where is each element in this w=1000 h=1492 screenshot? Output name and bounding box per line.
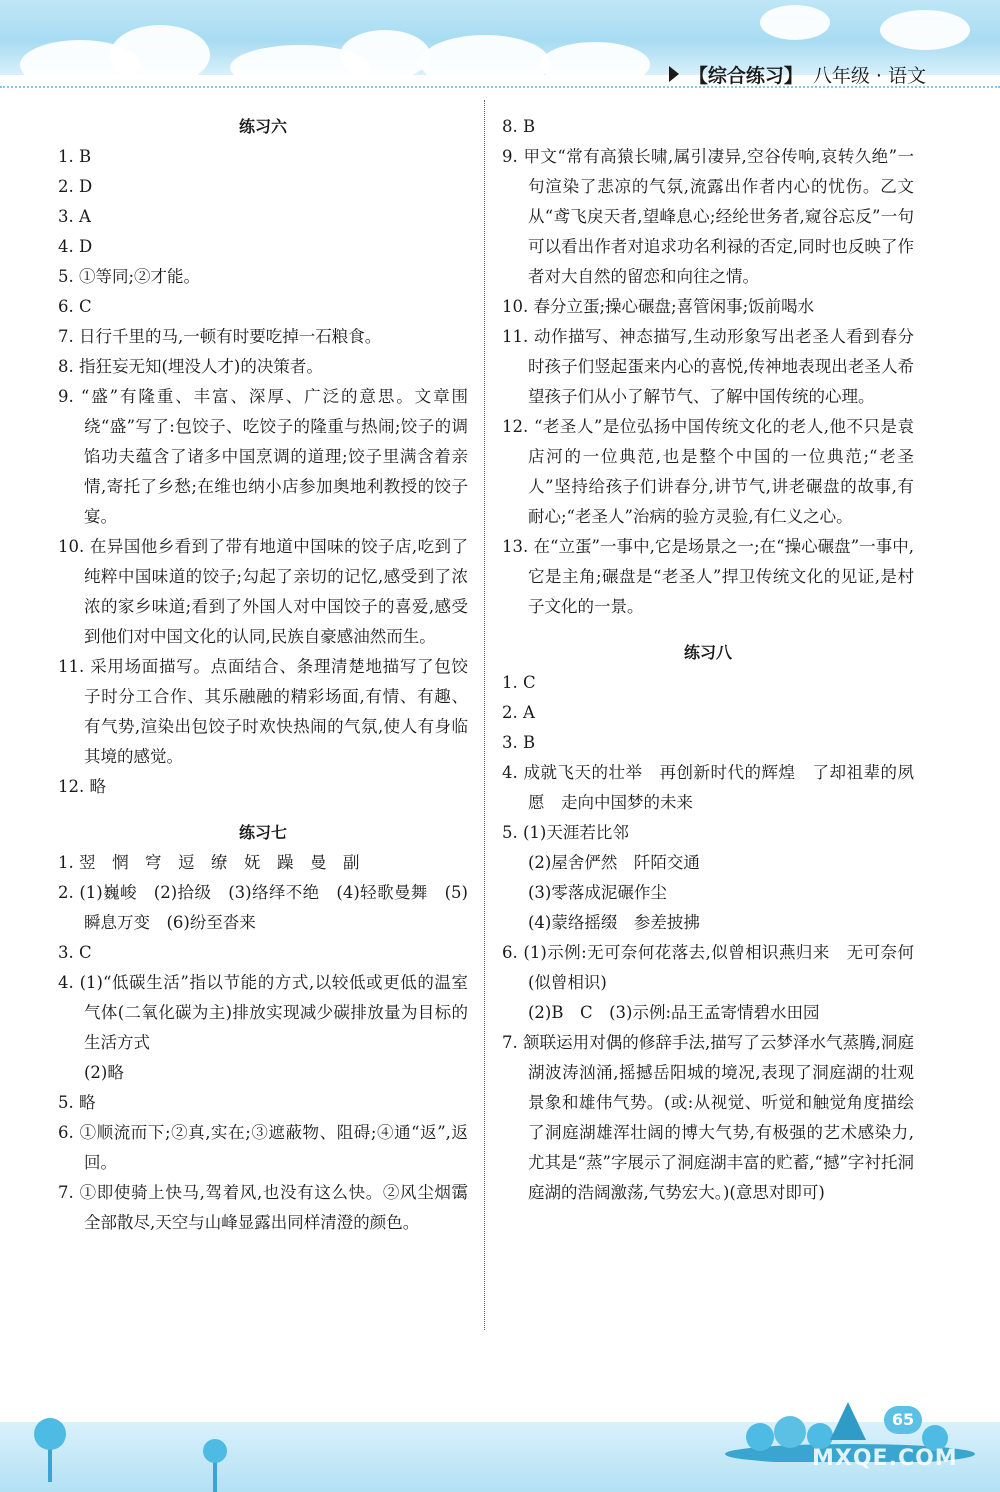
column-divider — [484, 100, 485, 1330]
answer-item: 5. 略 — [58, 1093, 96, 1112]
answer-item: 8. B — [502, 117, 536, 136]
answer-item: 7. 日行千里的马,一顿有时要吃掉一石粮食。 — [58, 327, 382, 346]
cloud-decoration — [110, 25, 210, 75]
answer-item: 2. (1)巍峻 (2)拾级 (3)络绎不绝 (4)轻歌曼舞 (5)瞬息万变 (6)纷至沓来 — [58, 883, 468, 932]
answer-item: 7. 颔联运用对偶的修辞手法,描写了云梦泽水气蒸腾,洞庭湖波涛汹涌,摇撼岳阳城的境况,表现了洞庭湖的壮观景象和雄伟气势。(或:从视觉、听觉和触觉角度描绘了洞庭湖雄浑壮阔的博大气势,有极强的艺术感染力,尤其是“蒸”字展示了洞庭湖丰富的贮蓄,“撼”字衬托洞庭湖的浩阔激荡,气势宏大。)(意思对即可) — [502, 1033, 914, 1202]
right-answer-column — [502, 112, 914, 1208]
answer-item: 1. 翌 惘 穹 逗 缭 妩 躁 曼 副 — [58, 853, 360, 872]
answer-item: 6. C — [58, 297, 92, 316]
answer-item: 4. D — [58, 237, 93, 256]
header-subtitle: 八年级 · 语文 — [812, 64, 926, 87]
triangle-marker-icon — [669, 66, 679, 82]
answer-item: 5. (1)天涯若比邻 — [502, 823, 629, 842]
answer-item: 1. B — [58, 147, 92, 166]
bottom-decoration — [0, 1352, 1000, 1492]
answer-item: 9. “盛”有隆重、丰富、深厚、广泛的意思。文章围绕“盛”写了:包饺子、吃饺子的隆重与热闹;饺子的调馅功夫蕴含了诸多中国烹调的道理;饺子里满含着亲情,寄托了乡愁;在维也纳小店参加奥地利教授的饺子宴。 — [58, 387, 468, 526]
cloud-decoration — [340, 30, 430, 75]
page-header — [669, 60, 926, 88]
answer-item: 5. ①等同;②才能。 — [58, 267, 201, 286]
answer-item: 10. 在异国他乡看到了带有地道中国味的饺子店,吃到了纯粹中国味道的饺子;勾起了亲切的记忆,感受到了浓浓的家乡味道;看到了外国人对中国饺子的喜爱,感受到他们对中国文化的认同,民族自豪感油然而生。 — [58, 537, 468, 646]
tree-icon — [30, 1412, 70, 1482]
answer-subitem: (2)B C (3)示例:品王孟寄情碧水田园 — [528, 1003, 820, 1022]
answer-item: 11. 采用场面描写。点面结合、条理清楚地描写了包饺子时分工合作、其乐融融的精彩场面,有情、有趣、有气势,渲染出包饺子时欢快热闹的气氛,使人有身临其境的感觉。 — [58, 657, 468, 766]
cloud-decoration — [760, 5, 830, 40]
watermark: MXQE.COM — [812, 1446, 958, 1471]
section-heading: 练习八 — [683, 643, 732, 662]
answer-subitem: (2)略 — [84, 1063, 124, 1082]
tree-icon — [200, 1437, 230, 1492]
answer-item: 9. 甲文“常有高猿长啸,属引凄异,空谷传响,哀转久绝”一句渲染了悲凉的气氛,流露出作者内心的忧伤。乙文从“鸢飞戾天者,望峰息心;经纶世务者,窥谷忘反”一句可以看出作者对追求功名利禄的否定,同时也反映了作者对大自然的留恋和向往之情。 — [502, 147, 914, 286]
answer-item: 2. A — [502, 703, 535, 722]
section-heading: 练习七 — [238, 823, 287, 842]
left-answer-column — [58, 112, 468, 1238]
answer-item: 11. 动作描写、神态描写,生动形象写出老圣人看到春分时孩子们竖起蛋来内心的喜悦,传神地表现出老圣人希望孩子们从小了解节气、了解中国传统的心理。 — [502, 327, 914, 406]
cloud-decoration — [540, 42, 650, 75]
answer-item: 6. (1)示例:无可奈何花落去,似曾相识燕归来 无可奈何(似曾相识) — [502, 943, 914, 992]
answer-subitem: (4)蒙络摇缀 参差披拂 — [528, 913, 700, 932]
answer-item: 1. C — [502, 673, 536, 692]
answer-item: 8. 指狂妄无知(埋没人才)的决策者。 — [58, 357, 323, 376]
answer-item: 12. “老圣人”是位弘扬中国传统文化的老人,他不只是袁店河的一位典范,也是整个中国的一位典范;“老圣人”坚持给孩子们讲春分,讲节气,讲老碾盘的故事,有耐心;“老圣人”治病的验方灵验,有仁义之心。 — [502, 417, 914, 526]
answer-item: 2. D — [58, 177, 93, 196]
answer-item: 4. 成就飞天的壮举 再创新时代的辉煌 了却祖辈的夙愿 走向中国梦的未来 — [502, 763, 914, 812]
answer-item: 4. (1)“低碳生活”指以节能的方式,以较低或更低的温室气体(二氧化碳为主)排放实现减少碳排放量为目标的生活方式 — [58, 973, 468, 1052]
answer-item: 3. B — [502, 733, 536, 752]
answer-item: 12. 略 — [58, 777, 106, 796]
answer-subitem: (3)零落成泥碾作尘 — [528, 883, 667, 902]
answer-item: 7. ①即使骑上快马,驾着风,也没有这么快。②风尘烟霭全部散尽,天空与山峰显露出同样清澄的颜色。 — [58, 1183, 468, 1232]
section-heading: 练习六 — [238, 117, 287, 136]
cloud-decoration — [880, 10, 970, 50]
answer-item: 3. A — [58, 207, 91, 226]
answer-item: 13. 在“立蛋”一事中,它是场景之一;在“操心碾盘”一事中,它是主角;碾盘是“老圣人”捍卫传统文化的见证,是村子文化的一景。 — [502, 537, 914, 616]
cloud-decoration — [420, 35, 550, 75]
header-title: 【综合练习】 — [688, 64, 803, 87]
page-number: 65 — [884, 1406, 922, 1434]
answer-item: 10. 春分立蛋;操心碾盘;喜管闲事;饭前喝水 — [502, 297, 815, 316]
answer-subitem: (2)屋舍俨然 阡陌交通 — [528, 853, 700, 872]
answer-item: 6. ①顺流而下;②真,实在;③遮蔽物、阻碍;④通“返”,返回。 — [58, 1123, 468, 1172]
answer-item: 3. C — [58, 943, 92, 962]
